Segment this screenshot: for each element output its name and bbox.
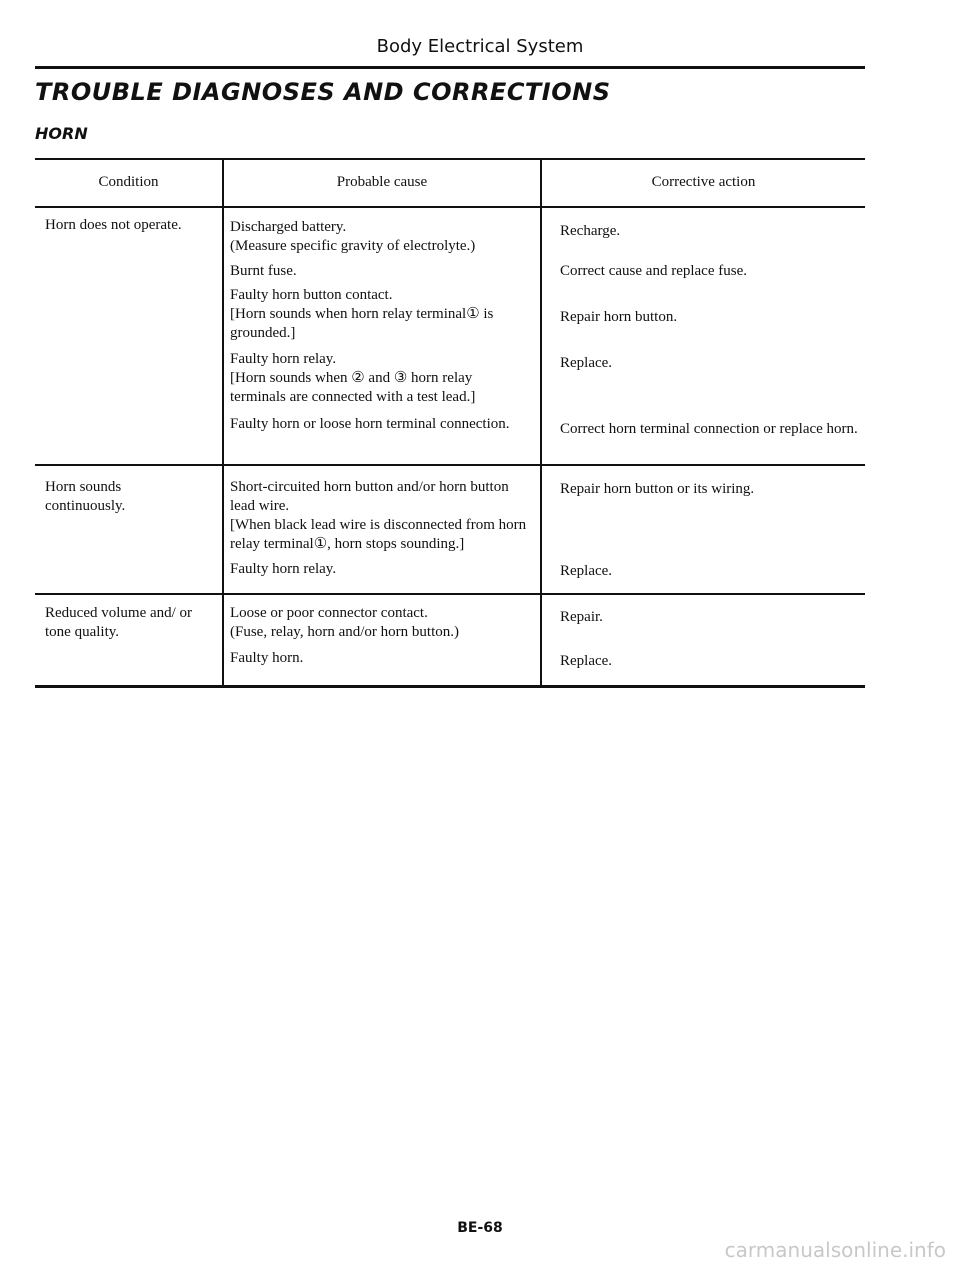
cause-cell (230, 350, 530, 414)
running-head: Body Electrical System (376, 36, 584, 57)
action-item: Correct horn terminal connection or replace horn. (560, 421, 858, 437)
header-rule (35, 66, 865, 69)
column-header-corrective-action: Corrective action (651, 174, 756, 190)
cause-cell (230, 604, 530, 649)
table-top-rule (35, 158, 865, 160)
cause-item: Faulty horn. (230, 650, 304, 666)
cause-item: Short-circuited horn button and/or horn button lead wire. [When black lead wire is disconnected from horn relay terminal①, horn stops sounding.] (230, 479, 527, 552)
cause-cell (230, 649, 530, 675)
action-item: Repair. (560, 609, 603, 625)
column-header-probable-cause: Probable cause (336, 174, 428, 190)
cause-item: Loose or poor connector contact. (Fuse, relay, horn and/or horn button.) (230, 605, 459, 640)
cause-item: Faulty horn relay. (230, 561, 337, 577)
column-divider (540, 158, 542, 688)
cause-item: Faulty horn button contact. [Horn sounds when horn relay terminal① is grounded.] (230, 287, 494, 341)
action-item: Replace. (560, 563, 613, 579)
row-divider (35, 464, 865, 466)
cause-cell (230, 218, 530, 263)
cause-cell (230, 415, 530, 441)
action-item: Repair horn button. (560, 309, 678, 325)
cause-item: Faulty horn relay. [Horn sounds when ② and ③ horn relay terminals are connected with a test lead.] (230, 351, 476, 405)
cause-cell (230, 560, 530, 586)
action-item: Recharge. (560, 223, 621, 239)
watermark: carmanualsonline.info (724, 1238, 946, 1262)
cause-item: Burnt fuse. (230, 263, 297, 279)
action-item: Correct cause and replace fuse. (560, 263, 747, 279)
condition-cell: Horn does not operate. (45, 217, 182, 233)
condition-cell: Horn sounds continuously. (45, 479, 126, 514)
condition-cell: Reduced volume and/ or tone quality. (45, 605, 193, 640)
column-divider (222, 158, 224, 688)
row-divider (35, 593, 865, 595)
cause-cell (230, 262, 530, 288)
cause-item: Faulty horn or loose horn terminal connection. (230, 416, 510, 432)
header-bottom-rule (35, 206, 865, 208)
action-item: Replace. (560, 355, 613, 371)
page-title: TROUBLE DIAGNOSES AND CORRECTIONS (35, 78, 611, 106)
cause-item: Discharged battery. (Measure specific gravity of electrolyte.) (230, 219, 476, 254)
section-heading: HORN (35, 124, 88, 143)
column-header-condition: Condition (98, 174, 159, 190)
page-number: BE-68 (457, 1220, 503, 1236)
table-bottom-rule (35, 685, 865, 688)
diagnosis-table (35, 158, 865, 688)
cause-cell (230, 478, 530, 561)
cause-cell (230, 286, 530, 350)
action-item: Replace. (560, 653, 613, 669)
action-item: Repair horn button or its wiring. (560, 481, 755, 497)
